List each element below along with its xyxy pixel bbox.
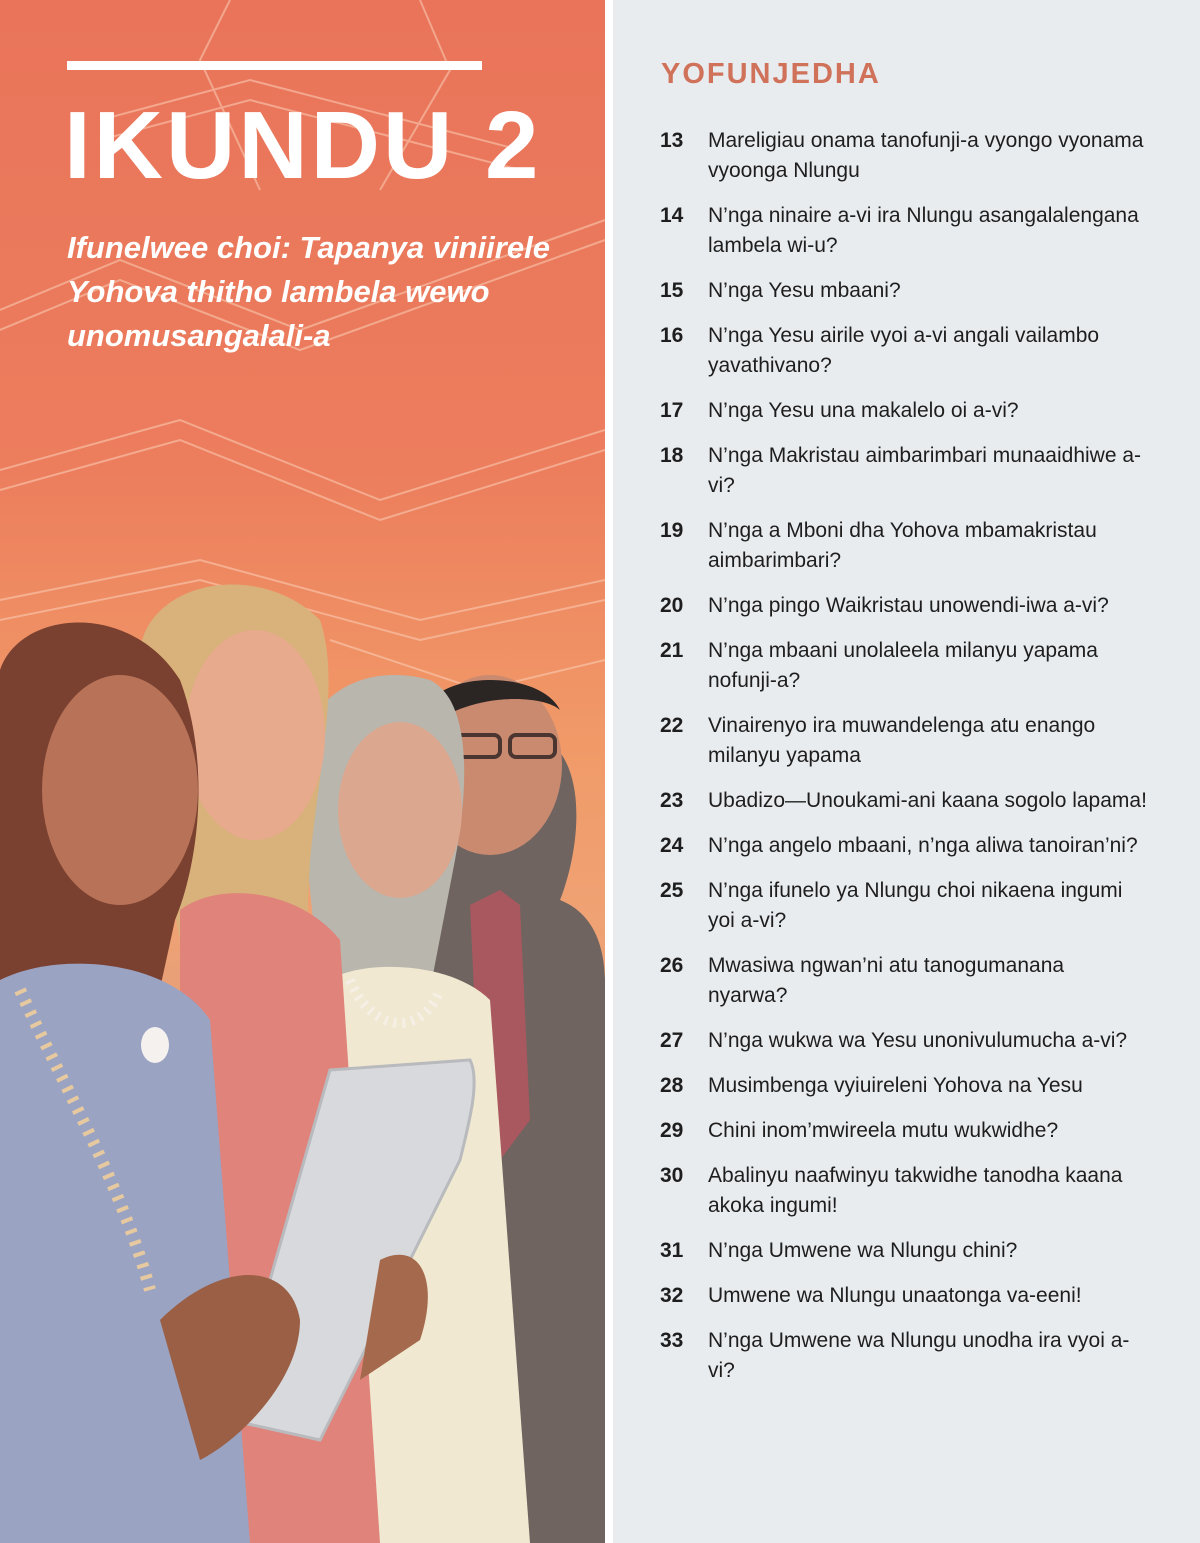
lesson-number: 22	[660, 714, 684, 737]
part-subtitle: Ifunelwee choi: Tapanya viniirele Yohova thitho lambela wewo unomusangalali-a	[67, 230, 550, 353]
lesson-title: N’nga Yesu airile vyoi a-vi angali vailambo yavathivano?	[708, 324, 1100, 377]
lesson-number: 15	[660, 279, 684, 302]
part-title: IKUNDU 2	[64, 92, 542, 199]
contents-item	[660, 1161, 1200, 1221]
contents-item	[660, 876, 1200, 936]
contents-heading: YOFUNJEDHA	[661, 58, 881, 90]
contents-item	[660, 1236, 1200, 1266]
lesson-number: 33	[660, 1329, 684, 1352]
lesson-number: 28	[660, 1074, 684, 1097]
lesson-number: 14	[660, 204, 684, 227]
lesson-title: Vinairenyo ira muwandelenga atu enango milanyu yapama	[708, 714, 1096, 767]
contents-item	[660, 276, 1200, 306]
lesson-number: 16	[660, 324, 684, 347]
contents-item	[660, 441, 1200, 501]
contents-item	[660, 591, 1200, 621]
lesson-title: N’nga Yesu una makalelo oi a-vi?	[708, 399, 1019, 422]
contents-item	[660, 1281, 1200, 1311]
contents-item	[660, 516, 1200, 576]
contents-item	[660, 711, 1200, 771]
lesson-number: 31	[660, 1239, 684, 1262]
contents-item	[660, 1116, 1200, 1146]
lesson-number: 32	[660, 1284, 684, 1307]
lesson-title: Chini inom’mwireela mutu wukwidhe?	[708, 1119, 1059, 1142]
lesson-title: N’nga a Mboni dha Yohova mbamakristau aimbarimbari?	[708, 519, 1097, 572]
contents-item	[660, 786, 1200, 816]
lesson-title: Mareligiau onama tanofunji-a vyongo vyonama vyoonga Nlungu	[708, 129, 1144, 182]
contents-list	[660, 126, 1200, 1401]
lesson-title: Musimbenga vyiuireleni Yohova na Yesu	[708, 1074, 1083, 1097]
contents-item	[660, 831, 1200, 861]
lesson-number: 30	[660, 1164, 684, 1187]
lesson-number: 18	[660, 444, 684, 467]
lesson-title: N’nga Umwene wa Nlungu unodha ira vyoi a-vi?	[708, 1329, 1130, 1382]
contents-item	[660, 1026, 1200, 1056]
contents-item	[660, 321, 1200, 381]
contents-item	[660, 636, 1200, 696]
lesson-title: N’nga pingo Waikristau unowendi-iwa a-vi?	[708, 594, 1109, 617]
lesson-number: 26	[660, 954, 684, 977]
lesson-number: 21	[660, 639, 684, 662]
contents-item	[660, 396, 1200, 426]
people-illustration	[0, 560, 605, 1543]
lesson-number: 27	[660, 1029, 684, 1052]
lesson-title: N’nga angelo mbaani, n’nga aliwa tanoiran’ni?	[708, 834, 1138, 857]
lesson-number: 13	[660, 129, 684, 152]
contents-item	[660, 126, 1200, 186]
lesson-title: Mwasiwa ngwan’ni atu tanogumanana nyarwa?	[708, 954, 1065, 1007]
lesson-title: N’nga ninaire a-vi ira Nlungu asangalalengana lambela wi-u?	[708, 204, 1139, 257]
lesson-number: 23	[660, 789, 684, 812]
panel-divider	[605, 0, 613, 1543]
lesson-number: 17	[660, 399, 684, 422]
contents-item	[660, 951, 1200, 1011]
lesson-title: N’nga Makristau aimbarimbari munaaidhiwe a-vi?	[708, 444, 1142, 497]
contents-item	[660, 1071, 1200, 1101]
lesson-title: N’nga wukwa wa Yesu unonivulumucha a-vi?	[708, 1029, 1128, 1052]
table-of-contents-panel	[613, 0, 1200, 1543]
lesson-number: 29	[660, 1119, 684, 1142]
lesson-title: Abalinyu naafwinyu takwidhe tanodha kaana akoka ingumi!	[708, 1164, 1123, 1217]
contents-item	[660, 201, 1200, 261]
lesson-title: Umwene wa Nlungu unaatonga va-eeni!	[708, 1284, 1082, 1307]
lesson-title: N’nga Umwene wa Nlungu chini?	[708, 1239, 1018, 1262]
lesson-number: 20	[660, 594, 684, 617]
lesson-title: N’nga ifunelo ya Nlungu choi nikaena ingumi yoi a-vi?	[708, 879, 1123, 932]
lesson-title: Ubadizo—Unoukami-ani kaana sogolo lapama!	[708, 789, 1147, 812]
contents-item	[660, 1326, 1200, 1386]
title-rule	[67, 61, 482, 70]
lesson-number: 25	[660, 879, 684, 902]
lesson-title: N’nga Yesu mbaani?	[708, 279, 901, 302]
lesson-title: N’nga mbaani unolaleela milanyu yapama nofunji-a?	[708, 639, 1098, 692]
lesson-number: 19	[660, 519, 684, 542]
lesson-number: 24	[660, 834, 684, 857]
